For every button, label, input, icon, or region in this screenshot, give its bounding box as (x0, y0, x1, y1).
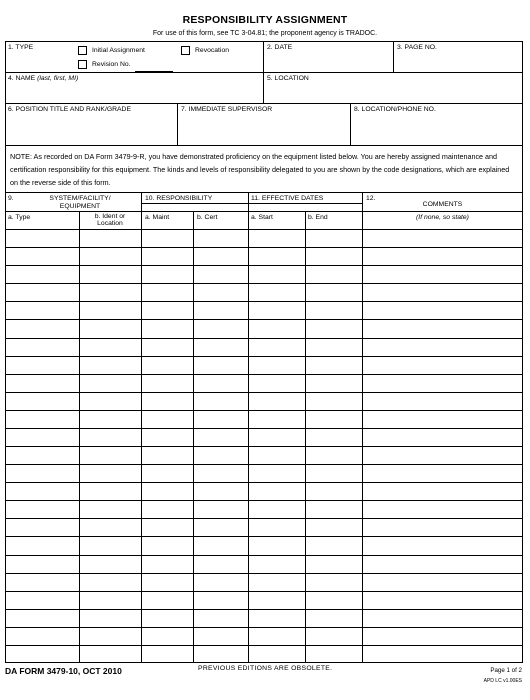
divider (5, 145, 523, 146)
version-label: APD LC v1.00ES (483, 678, 522, 684)
table-cell[interactable] (364, 483, 521, 499)
col11-title: 11. EFFECTIVE DATES (251, 195, 324, 202)
table-cell[interactable] (364, 429, 521, 445)
comments-hint: (If none, so state) (416, 214, 469, 221)
sub-header-maint: a. Maint (145, 214, 170, 221)
table-cell[interactable] (307, 592, 360, 608)
table-cell[interactable] (307, 465, 360, 481)
divider (177, 103, 178, 145)
table-cell[interactable] (7, 266, 77, 282)
table-cell[interactable] (250, 393, 303, 409)
initial-assignment-checkbox[interactable] (78, 46, 87, 55)
table-cell[interactable] (195, 302, 246, 318)
table-cell[interactable] (81, 628, 139, 644)
table-cell[interactable] (195, 375, 246, 391)
sub-header-start: a. Start (251, 214, 273, 221)
note-text: NOTE: As recorded on DA Form 3479-9-R, you have demonstrated proficiency on the equipment listed below. You are hereby assigned maintenance and certification responsibility for this equipment. The kinds and levels of responsibility delegated to you are shown by the code designations, which are explained on the reverse side of this form. (10, 152, 510, 187)
table-column-divider (79, 211, 80, 663)
table-cell[interactable] (364, 339, 521, 355)
table-cell[interactable] (143, 429, 191, 445)
table-cell[interactable] (81, 519, 139, 535)
form-id: DA FORM 3479-10, OCT 2010 (5, 666, 122, 676)
table-cell[interactable] (7, 393, 77, 409)
table-cell[interactable] (364, 248, 521, 264)
initial-assignment-label: Initial Assignment (92, 47, 145, 54)
table-cell[interactable] (195, 537, 246, 553)
table-cell[interactable] (364, 646, 521, 662)
position-title-input[interactable] (8, 118, 173, 142)
table-cell[interactable] (195, 610, 246, 626)
table-cell[interactable] (250, 284, 303, 300)
table-cell[interactable] (250, 556, 303, 572)
table-cell[interactable] (143, 393, 191, 409)
table-cell[interactable] (143, 610, 191, 626)
table-cell[interactable] (143, 320, 191, 336)
page-no-input[interactable] (397, 55, 519, 69)
table-cell[interactable] (7, 574, 77, 590)
table-cell[interactable] (250, 519, 303, 535)
table-cell[interactable] (307, 556, 360, 572)
table-cell[interactable] (81, 248, 139, 264)
revision-no-underline (135, 71, 173, 72)
revision-no-input[interactable] (136, 61, 172, 70)
table-cell[interactable] (143, 302, 191, 318)
table-cell[interactable] (307, 501, 360, 517)
form-title: RESPONSIBILITY ASSIGNMENT (182, 14, 348, 26)
table-cell[interactable] (364, 230, 521, 246)
table-cell[interactable] (250, 266, 303, 282)
divider (393, 41, 394, 72)
table-cell[interactable] (195, 357, 246, 373)
table-cell[interactable] (81, 284, 139, 300)
table-cell[interactable] (250, 302, 303, 318)
table-cell[interactable] (195, 266, 246, 282)
table-cell[interactable] (307, 266, 360, 282)
table-cell[interactable] (81, 483, 139, 499)
location-label: 5. LOCATION (267, 75, 309, 82)
table-cell[interactable] (307, 320, 360, 336)
table-cell[interactable] (250, 646, 303, 662)
table-cell[interactable] (81, 556, 139, 572)
table-cell[interactable] (143, 483, 191, 499)
form-subtitle: For use of this form, see TC 3-04.81; the proponent agency is TRADOC. (152, 30, 378, 37)
col9-number: 9. (8, 195, 14, 202)
table-cell[interactable] (364, 592, 521, 608)
table-cell[interactable] (7, 556, 77, 572)
divider (5, 72, 523, 73)
divider (350, 103, 351, 145)
table-cell[interactable] (81, 266, 139, 282)
table-cell[interactable] (195, 429, 246, 445)
table-cell[interactable] (250, 628, 303, 644)
position-title-label: 6. POSITION TITLE AND RANK/GRADE (8, 106, 132, 113)
table-cell[interactable] (143, 411, 191, 427)
table-cell[interactable] (307, 574, 360, 590)
date-input[interactable] (267, 55, 389, 69)
table-cell[interactable] (364, 519, 521, 535)
supervisor-label: 7. IMMEDIATE SUPERVISOR (181, 106, 273, 113)
date-label: 2. DATE (267, 44, 293, 51)
table-cell[interactable] (7, 302, 77, 318)
table-cell[interactable] (143, 574, 191, 590)
table-cell[interactable] (143, 447, 191, 463)
table-cell[interactable] (195, 393, 246, 409)
table-cell[interactable] (307, 537, 360, 553)
table-cell[interactable] (364, 537, 521, 553)
type-label: 1. TYPE (8, 44, 34, 51)
table-cell[interactable] (143, 628, 191, 644)
table-cell[interactable] (364, 556, 521, 572)
table-cell[interactable] (307, 483, 360, 499)
table-cell[interactable] (364, 302, 521, 318)
sub-header-type: a. Type (8, 214, 31, 221)
table-cell[interactable] (81, 339, 139, 355)
table-cell[interactable] (307, 610, 360, 626)
table-cell[interactable] (195, 628, 246, 644)
table-cell[interactable] (307, 248, 360, 264)
table-cell[interactable] (7, 375, 77, 391)
table-cell[interactable] (307, 284, 360, 300)
table-cell[interactable] (364, 610, 521, 626)
table-cell[interactable] (364, 375, 521, 391)
table-cell[interactable] (364, 411, 521, 427)
table-cell[interactable] (195, 447, 246, 463)
table-cell[interactable] (81, 230, 139, 246)
col10-title: 10. RESPONSIBILITY (145, 195, 213, 202)
page-number: Page 1 of 2 (490, 667, 522, 674)
table-cell[interactable] (307, 393, 360, 409)
table-cell[interactable] (195, 501, 246, 517)
table-cell[interactable] (7, 501, 77, 517)
table-cell[interactable] (195, 646, 246, 662)
table-cell[interactable] (364, 393, 521, 409)
table-cell[interactable] (7, 248, 77, 264)
table-cell[interactable] (81, 375, 139, 391)
table-cell[interactable] (143, 592, 191, 608)
table-cell[interactable] (143, 357, 191, 373)
table-cell[interactable] (195, 465, 246, 481)
table-cell[interactable] (7, 465, 77, 481)
table-cell[interactable] (81, 411, 139, 427)
table-cell[interactable] (364, 465, 521, 481)
table-cell[interactable] (7, 357, 77, 373)
table-cell[interactable] (250, 411, 303, 427)
table-cell[interactable] (250, 339, 303, 355)
revocation-checkbox[interactable] (181, 46, 190, 55)
table-cell[interactable] (7, 284, 77, 300)
table-cell[interactable] (195, 556, 246, 572)
table-cell[interactable] (7, 537, 77, 553)
table-cell[interactable] (7, 483, 77, 499)
table-cell[interactable] (250, 501, 303, 517)
table-cell[interactable] (7, 592, 77, 608)
table-cell[interactable] (81, 447, 139, 463)
table-cell[interactable] (307, 357, 360, 373)
table-cell[interactable] (7, 610, 77, 626)
table-cell[interactable] (250, 465, 303, 481)
table-cell[interactable] (250, 357, 303, 373)
table-cell[interactable] (143, 375, 191, 391)
table-cell[interactable] (195, 284, 246, 300)
table-cell[interactable] (143, 284, 191, 300)
table-cell[interactable] (81, 393, 139, 409)
table-cell[interactable] (364, 284, 521, 300)
divider (141, 203, 362, 204)
revision-no-label: Revision No. (92, 61, 131, 68)
table-cell[interactable] (143, 537, 191, 553)
editions-note: PREVIOUS EDITIONS ARE OBSOLETE. (198, 665, 333, 672)
table-cell[interactable] (143, 339, 191, 355)
table-cell[interactable] (307, 519, 360, 535)
table-cell[interactable] (250, 230, 303, 246)
table-cell[interactable] (307, 646, 360, 662)
table-cell[interactable] (364, 266, 521, 282)
table-cell[interactable] (250, 447, 303, 463)
sub-header-ident-location: b. Ident or Location (94, 213, 126, 227)
name-label: 4. NAME (last, first, MI) (8, 75, 79, 82)
name-hint: (last, first, MI) (37, 75, 79, 82)
table-cell[interactable] (81, 646, 139, 662)
table-cell[interactable] (143, 230, 191, 246)
table-cell[interactable] (195, 483, 246, 499)
revocation-label: Revocation (195, 47, 230, 54)
table-cell[interactable] (7, 320, 77, 336)
table-cell[interactable] (7, 628, 77, 644)
col9-title: SYSTEM/FACILITY/ EQUIPMENT (49, 195, 111, 210)
col12-number: 12. (366, 195, 376, 202)
revision-checkbox[interactable] (78, 60, 87, 69)
table-cell[interactable] (195, 248, 246, 264)
comments-title: COMMENTS (422, 201, 463, 208)
table-cell[interactable] (250, 537, 303, 553)
table-cell[interactable] (307, 429, 360, 445)
table-cell[interactable] (81, 320, 139, 336)
table-cell[interactable] (143, 465, 191, 481)
table-cell[interactable] (364, 574, 521, 590)
table-cell[interactable] (364, 447, 521, 463)
table-cell[interactable] (7, 429, 77, 445)
table-cell[interactable] (364, 357, 521, 373)
table-cell[interactable] (250, 483, 303, 499)
table-cell[interactable] (7, 230, 77, 246)
table-cell[interactable] (250, 429, 303, 445)
table-cell[interactable] (195, 411, 246, 427)
table-cell[interactable] (81, 302, 139, 318)
divider (5, 103, 523, 104)
sub-header-end: b. End (308, 214, 328, 221)
divider (5, 211, 523, 212)
table-cell[interactable] (195, 339, 246, 355)
table-cell[interactable] (81, 592, 139, 608)
table-cell[interactable] (143, 266, 191, 282)
location-phone-label: 8. LOCATION/PHONE NO. (354, 106, 436, 113)
supervisor-input[interactable] (181, 118, 346, 142)
table-cell[interactable] (81, 610, 139, 626)
table-cell[interactable] (81, 501, 139, 517)
table-cell[interactable] (81, 574, 139, 590)
table-cell[interactable] (143, 519, 191, 535)
table-cell[interactable] (307, 447, 360, 463)
divider (5, 192, 523, 193)
sub-header-cert: b. Cert (197, 214, 218, 221)
table-cell[interactable] (364, 320, 521, 336)
location-phone-input[interactable] (354, 118, 519, 142)
table-cell[interactable] (143, 501, 191, 517)
table-cell[interactable] (250, 320, 303, 336)
table-cell[interactable] (307, 411, 360, 427)
location-input[interactable] (267, 86, 519, 100)
table-cell[interactable] (250, 592, 303, 608)
table-cell[interactable] (195, 320, 246, 336)
table-cell[interactable] (81, 357, 139, 373)
table-cell[interactable] (143, 248, 191, 264)
table-cell[interactable] (7, 646, 77, 662)
table-cell[interactable] (143, 556, 191, 572)
table-cell[interactable] (364, 501, 521, 517)
table-cell[interactable] (195, 230, 246, 246)
table-cell[interactable] (307, 375, 360, 391)
table-cell[interactable] (307, 339, 360, 355)
table-cell[interactable] (250, 375, 303, 391)
table-cell[interactable] (195, 574, 246, 590)
table-cell[interactable] (307, 302, 360, 318)
table-cell[interactable] (364, 628, 521, 644)
name-input[interactable] (8, 86, 258, 100)
table-cell[interactable] (7, 519, 77, 535)
table-cell[interactable] (143, 646, 191, 662)
table-cell[interactable] (7, 411, 77, 427)
divider (263, 41, 264, 103)
table-cell[interactable] (250, 574, 303, 590)
table-column-divider (193, 211, 194, 663)
table-cell[interactable] (250, 610, 303, 626)
table-cell[interactable] (81, 429, 139, 445)
table-cell[interactable] (7, 447, 77, 463)
page-no-label: 3. PAGE NO. (397, 44, 437, 51)
table-column-divider (305, 211, 306, 663)
table-cell[interactable] (195, 519, 246, 535)
table-cell[interactable] (195, 592, 246, 608)
table-cell[interactable] (307, 230, 360, 246)
table-cell[interactable] (81, 537, 139, 553)
table-cell[interactable] (81, 465, 139, 481)
table-cell[interactable] (7, 339, 77, 355)
table-cell[interactable] (307, 628, 360, 644)
table-cell[interactable] (250, 248, 303, 264)
